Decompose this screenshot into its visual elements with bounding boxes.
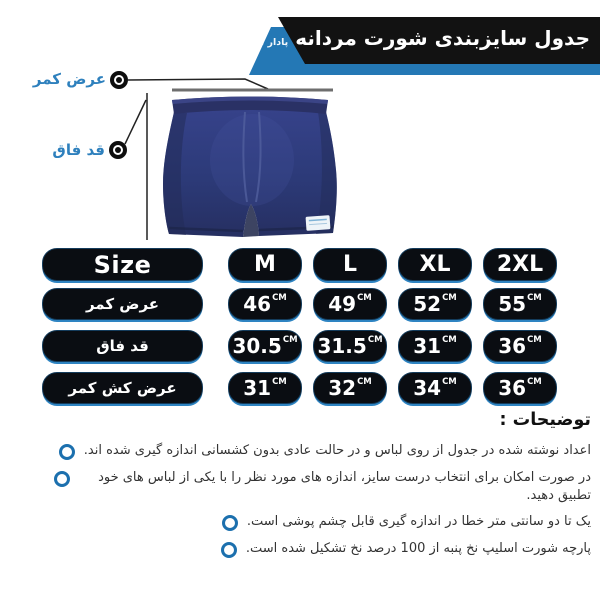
row-value-cells (228, 372, 557, 404)
value-number: 36 (498, 376, 527, 400)
value-cell (228, 372, 302, 404)
size-name: L (342, 252, 358, 277)
note-bullet-icon (222, 515, 238, 531)
value-number: 36 (498, 334, 527, 358)
value-cell (483, 372, 557, 404)
size-name: XL (419, 252, 451, 277)
size-name: M (254, 252, 276, 277)
value-number: 52 (413, 292, 442, 316)
value-cell (313, 288, 387, 320)
row-label: قد فاق (96, 337, 149, 355)
size-corner-label: Size (93, 250, 152, 279)
row-label: عرض کمر (85, 295, 160, 313)
value-cell (398, 330, 472, 362)
size-header-cell (313, 248, 387, 281)
value-unit: CM (527, 293, 542, 303)
table-row (42, 288, 557, 320)
table-row (42, 330, 557, 362)
note-bullet-icon (221, 542, 237, 558)
ring-dot (115, 147, 121, 153)
value-cell (483, 288, 557, 320)
notes-heading: توضیحات : (499, 410, 591, 430)
value-unit: CM (527, 335, 542, 345)
value-number: 31 (243, 376, 272, 400)
note-item (10, 513, 591, 531)
note-text: اعداد نوشته شده در جدول از روی لباس و در حالت عادی بدون کشسانی اندازه گیری شده اند. (83, 443, 591, 458)
value-number: 55 (498, 292, 527, 316)
note-bullet-icon (54, 471, 70, 487)
rise-measure-point-icon (109, 141, 127, 159)
shorts-illustration (163, 97, 337, 238)
row-label-cell (42, 330, 203, 362)
note-bullet-icon (59, 444, 75, 460)
notes-list (10, 442, 591, 558)
row-label-cell (42, 288, 203, 320)
value-number: 30.5 (232, 334, 282, 358)
value-unit: CM (272, 377, 287, 387)
size-header-cell (483, 248, 557, 281)
note-text: پارچه شورت اسلیپ نخ پنبه از 100 درصد نخ تشکیل شده است. (245, 541, 591, 556)
value-cell (313, 330, 387, 362)
row-label: عرض کش کمر (68, 379, 177, 397)
row-value-cells (228, 330, 557, 362)
value-number: 31 (413, 334, 442, 358)
row-label-cell (42, 372, 203, 404)
banner-title: جدول سایزبندی شورت مردانه (295, 26, 590, 50)
size-header-cell (398, 248, 472, 281)
value-cell (313, 372, 387, 404)
note-text: یک تا دو سانتی متر خطا در اندازه گیری قابل چشم پوشی است. (246, 514, 591, 529)
value-number: 32 (328, 376, 357, 400)
table-body (42, 288, 557, 404)
value-cell (483, 330, 557, 362)
size-header-cell (228, 248, 302, 281)
value-unit: CM (442, 293, 457, 303)
size-corner-cell (42, 248, 203, 281)
value-unit: CM (272, 293, 287, 303)
size-name: 2XL (496, 252, 544, 277)
size-table (42, 248, 557, 414)
note-item (10, 540, 591, 558)
value-unit: CM (282, 335, 298, 345)
note-item (10, 442, 591, 460)
value-unit: CM (442, 377, 457, 387)
value-number: 49 (328, 292, 357, 316)
value-unit: CM (442, 335, 457, 345)
value-cell (228, 288, 302, 320)
value-cell (398, 288, 472, 320)
value-number: 34 (413, 376, 442, 400)
row-value-cells (228, 288, 557, 320)
banner-subtitle: پادار نخ پنبه (233, 37, 289, 48)
value-cell (228, 330, 302, 362)
banner (233, 26, 590, 50)
table-row (42, 372, 557, 404)
rise-length-label: قد فاق (52, 141, 105, 159)
waist-width-label: عرض کمر (32, 70, 106, 88)
size-header-cells (228, 248, 557, 281)
value-number: 31.5 (317, 334, 367, 358)
value-unit: CM (357, 293, 372, 303)
table-header-row (42, 248, 557, 281)
value-unit: CM (367, 335, 383, 345)
note-text: در صورت امکان برای انتخاب درست سایز، اندازه های مورد نظر را با یکی از لباس های خود تطبیق دهید. (98, 470, 591, 503)
value-cell (398, 372, 472, 404)
notes-section (10, 410, 591, 567)
value-number: 46 (243, 292, 272, 316)
value-unit: CM (527, 377, 542, 387)
shorts-label-tag (306, 215, 331, 231)
note-item (10, 469, 591, 504)
value-unit: CM (357, 377, 372, 387)
rise-connector-line (125, 100, 146, 144)
